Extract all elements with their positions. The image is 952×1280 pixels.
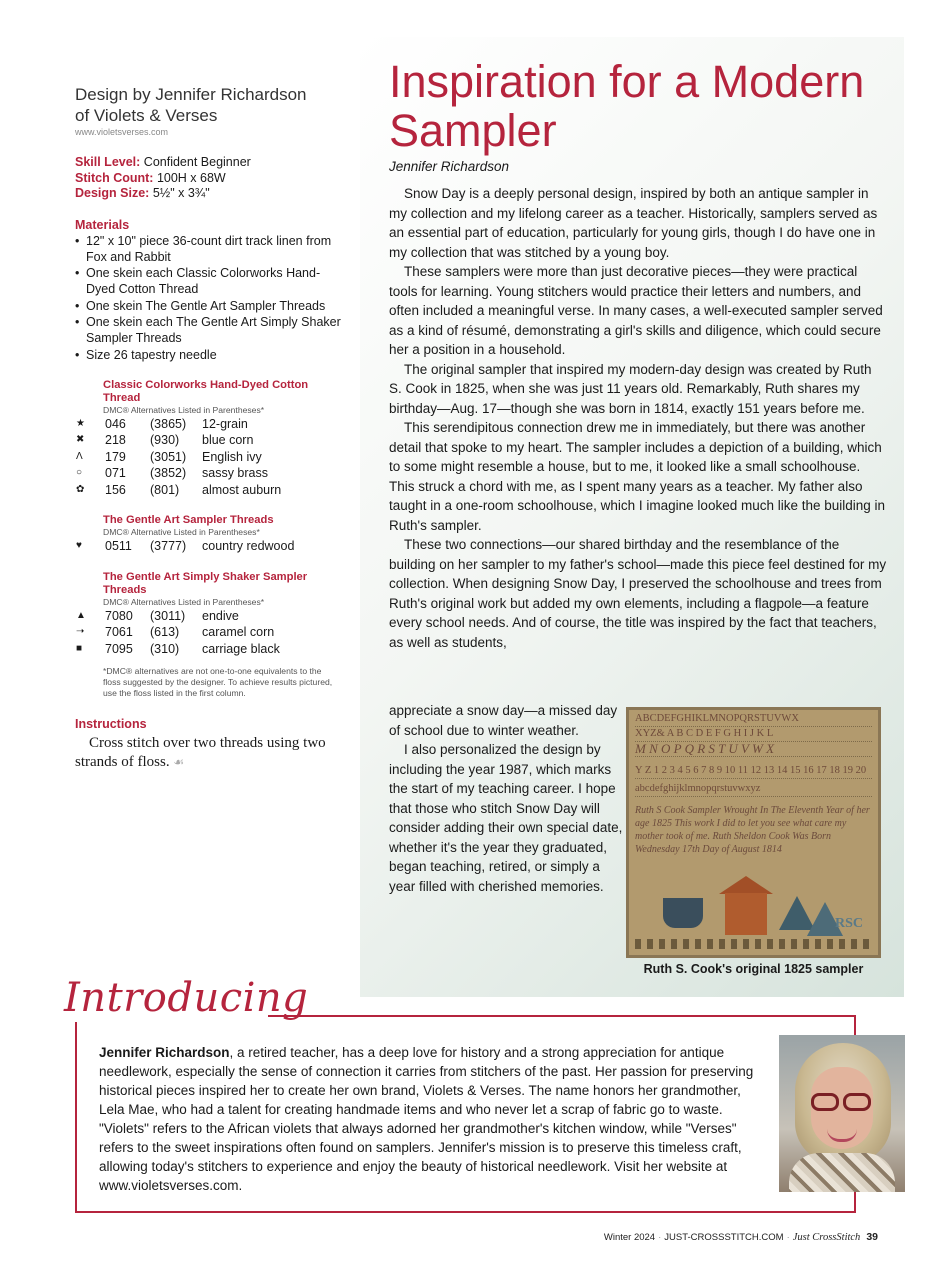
dmc-alternative: (3051) [150, 449, 187, 464]
article-paragraph: The original sampler that inspired my modern-day design was created by Ruth S. Cook in 1825, when she was just 11 years old. Remarkably, Ruth shares my birthday—Aug. 17—though she was born in 1814, exactly 151 years before me. [389, 361, 872, 416]
sampler-initials: RSC [835, 916, 864, 931]
instructions-body: Cross stitch over two threads using two strands of floss. [75, 735, 326, 771]
materials-item: • One skein The Gentle Art Sampler Threads [75, 298, 345, 314]
floss-code: 7080 [105, 608, 133, 623]
cross-symbol-icon: ✖ [76, 434, 85, 446]
floss-row [75, 449, 345, 466]
dmc-footnote: *DMC® alternatives are not one-to-one equivalents to the floss suggested by the designer. To achieve results pictured, use the floss listed in the first column. [103, 666, 333, 699]
instructions-title: Instructions [75, 717, 147, 732]
floss-row [75, 624, 345, 641]
sampler-schoolhouse-roof [719, 876, 773, 894]
article-paragraph: Snow Day is a deeply personal design, inspired by both an antique sampler in my collection and my lifelong career as a teacher. Historically, samplers served as an essential part of education, particularly for young girls, though I do have one in my collection that was stitched by a young boy. [389, 186, 878, 260]
sampler-alphabet-row: M N O P Q R S T U V W X [635, 742, 872, 757]
floss-color-name: blue corn [202, 433, 254, 448]
dmc-alternative: (310) [150, 641, 180, 656]
project-info-column [75, 84, 345, 772]
article-paragraph: These samplers were more than just decorative pieces—they were practical tools for learning. Young stitchers would practice their letters and numbers, and often included a meaningful verse. In many cases, a well-executed sampler served as a kind of résumé, demonstrating a girl's skills and diligence, which could secure her a position in a household. [389, 264, 883, 357]
materials-title: Materials [75, 217, 130, 232]
designer-bio-text: , a retired teacher, has a deep love for history and a strong appreciation for antique needlework, especially the sense of connection it carries from stitchers of the past. Her passion for preserving historical pieces inspired her to create her own brand, Violets & Verses. The name honors her grandmother, Lela Mae, who had a talent for creating handmade items and who never let a scrap of fabric go to waste. "Violets" refers to the African violets that always adorned her grandmother's kitchen window, while "Verses" refers to the sweet inspirations often found on samplers. Jennifer's mission is to preserve this timeless craft, allowing today's stitchers to experience and enjoy the beauty of historical needlework. Visit her website at www.violetsverses.com. [99, 1045, 754, 1193]
designer-bio [99, 1043, 761, 1195]
designer-line-1: Design by Jennifer Richardson [75, 85, 307, 104]
floss-color-name: sassy brass [202, 466, 268, 481]
designer-bio-name: Jennifer Richardson [99, 1045, 230, 1060]
page-footer [0, 1231, 878, 1243]
design-size-value: 5½" x 3¾" [152, 186, 210, 200]
floss-color-name: English ivy [202, 449, 262, 464]
floss-color-name: endive [202, 608, 239, 623]
floss-group-note: DMC® Alternatives Listed in Parentheses* [103, 404, 265, 415]
floss-group-title: The Gentle Art Sampler Threads [103, 514, 274, 527]
dmc-alternative: (613) [150, 625, 180, 640]
footer-site: JUST-CROSSSTITCH.COM [664, 1232, 784, 1243]
materials-item: • One skein each The Gentle Art Simply Shaker Sampler Threads [75, 314, 345, 347]
article-author: Jennifer Richardson [389, 159, 510, 174]
article-paragraph: appreciate a snow day—a missed day of school due to winter weather. [389, 703, 618, 738]
article-wrap-text [389, 701, 625, 896]
photo-caption: Ruth S. Cook's original 1825 sampler [643, 962, 864, 976]
dmc-alternative: (3865) [150, 416, 187, 431]
arrow-symbol-icon: ➝ [76, 626, 85, 638]
article-paragraph: This serendipitous connection drew me in immediately, but there was another detail that spoke to my heart. The sampler includes a depiction of a building, which to some might resemble a house, but to me, it looked like a small schoolhouse. This struck a chord with me, as I spent many years as a teacher. My father also taught in a one-room schoolhouse, which I imagine looked much like the building in Ruth's sampler. [389, 420, 886, 533]
footer-issue: Winter 2024 [603, 1232, 656, 1243]
floss-code: 7095 [105, 641, 133, 656]
sampler-alphabet-row: XYZ& A B C D E F G H I J K L [635, 727, 872, 742]
floss-group-classic-colorworks [75, 379, 345, 499]
dmc-alternative: (3852) [150, 466, 187, 481]
dmc-alternative: (3777) [150, 539, 187, 554]
antique-sampler-photo [626, 707, 881, 958]
floss-color-name: caramel corn [202, 625, 275, 640]
designer-line-2: of Violets & Verses [75, 106, 218, 125]
designer-website: www.violetsverses.com [75, 127, 169, 137]
floss-group-simply-shaker [75, 571, 345, 658]
floss-color-name: country redwood [202, 539, 295, 554]
floss-color-name: carriage black [202, 641, 280, 656]
sampler-alphabet-row: ABCDEFGHIKLMNOPQRSTUVWX [635, 712, 872, 727]
materials-item: • 12" x 10" piece 36-count dirt track linen from Fox and Rabbit [75, 233, 345, 266]
circle-symbol-icon: ○ [76, 467, 83, 479]
floss-color-name: almost auburn [202, 482, 282, 497]
square-symbol-icon: ■ [76, 642, 83, 654]
floss-row [75, 608, 345, 625]
end-mark-icon: ☙ [173, 755, 185, 770]
materials-item: • Size 26 tapestry needle [75, 347, 345, 363]
article-title: Inspiration for a Modern Sampler [389, 56, 865, 156]
sampler-numbers-row: Y Z 1 2 3 4 5 6 7 8 9 10 11 12 13 14 15 16 17 18 19 20 [635, 764, 872, 779]
instructions-text [75, 734, 345, 772]
glasses-lens [843, 1093, 871, 1111]
project-stats [75, 155, 345, 202]
skill-level-label: Skill Level: [75, 155, 141, 169]
footer-separator: · [658, 1232, 662, 1243]
stitch-count-label: Stitch Count: [75, 170, 154, 185]
sampler-verse: Ruth S Cook Sampler Wrought In The Eleventh Year of her age 1825 This work I did to let you see what care my mother took of me. Ruth Sheldon Cook Was Born Wednesday 17th Day of August 1814 [635, 805, 870, 855]
article-body [389, 184, 887, 652]
floss-code: 046 [105, 416, 126, 431]
footer-separator: · [786, 1232, 790, 1243]
floss-row [75, 641, 345, 658]
article-paragraph: I also personalized the design by including the year 1987, which marks the start of my teaching career. I hope that those who stitch Snow Day will consider adding their own special date, whether it's the year they graduated, began teaching, retired, or simply a year filled with cherished memories. [389, 742, 623, 894]
materials-item: • One skein each Classic Colorworks Hand-Dyed Cotton Thread [75, 265, 345, 298]
star-symbol-icon: ★ [76, 417, 85, 429]
floss-row [75, 432, 345, 449]
portrait-glasses-icon [807, 1093, 877, 1113]
floss-row [75, 465, 345, 482]
caret-symbol-icon: Λ [76, 450, 83, 462]
skill-level-value: Confident Beginner [143, 155, 251, 169]
floss-code: 156 [105, 482, 126, 497]
sampler-basket-motif [663, 898, 703, 928]
floss-code: 0511 [105, 539, 132, 554]
floss-code: 7061 [105, 625, 133, 640]
dmc-alternative: (930) [150, 433, 180, 448]
floss-group-note: DMC® Alternatives Listed in Parentheses* [103, 596, 265, 607]
floss-row [75, 482, 345, 499]
glasses-lens [811, 1093, 839, 1111]
sampler-lowercase-row: abcdefghijklmnopqrstuvwxyz [635, 782, 872, 797]
flower-symbol-icon: ✿ [76, 483, 85, 495]
floss-group-note: DMC® Alternative Listed in Parentheses* [103, 527, 260, 538]
sampler-schoolhouse [725, 893, 767, 935]
floss-row [75, 416, 345, 433]
floss-group-title: The Gentle Art Simply Shaker Sampler Threads [103, 570, 308, 596]
dmc-alternative: (3011) [150, 608, 186, 623]
triangle-symbol-icon: ▲ [76, 609, 86, 621]
sampler-border [635, 939, 872, 949]
footer-magazine: Just CrossStitch [792, 1232, 861, 1243]
article-paragraph: These two connections—our shared birthday and the resemblance of the building on her sampler to my father's school—made this piece feel destined for my collection. When designing Snow Day, I preserved the schoolhouse and trees from Ruth's original work but added my own elements, including a flagpole—a feature every school needs. And of course, the title was inspired by the fact that teachers, as well as students, [389, 537, 887, 650]
materials-list [75, 233, 345, 363]
introducing-heading: Introducing [64, 975, 309, 1021]
page-number: 39 [866, 1231, 878, 1243]
floss-code: 071 [105, 466, 126, 481]
floss-code: 179 [105, 449, 126, 464]
stitch-count-value: 100H x 68W [156, 170, 226, 185]
dmc-alternative: (801) [150, 482, 180, 497]
floss-group-title: Classic Colorworks Hand-Dyed Cotton Thread [103, 378, 309, 404]
floss-group-gentle-art-sampler [75, 514, 345, 555]
design-size-label: Design Size: [75, 186, 150, 200]
heart-symbol-icon: ♥ [76, 540, 82, 552]
portrait-scarf [789, 1153, 895, 1192]
floss-code: 218 [105, 433, 126, 448]
designer-portrait [779, 1035, 905, 1192]
floss-color-name: 12-grain [202, 416, 248, 431]
floss-row [75, 538, 345, 555]
